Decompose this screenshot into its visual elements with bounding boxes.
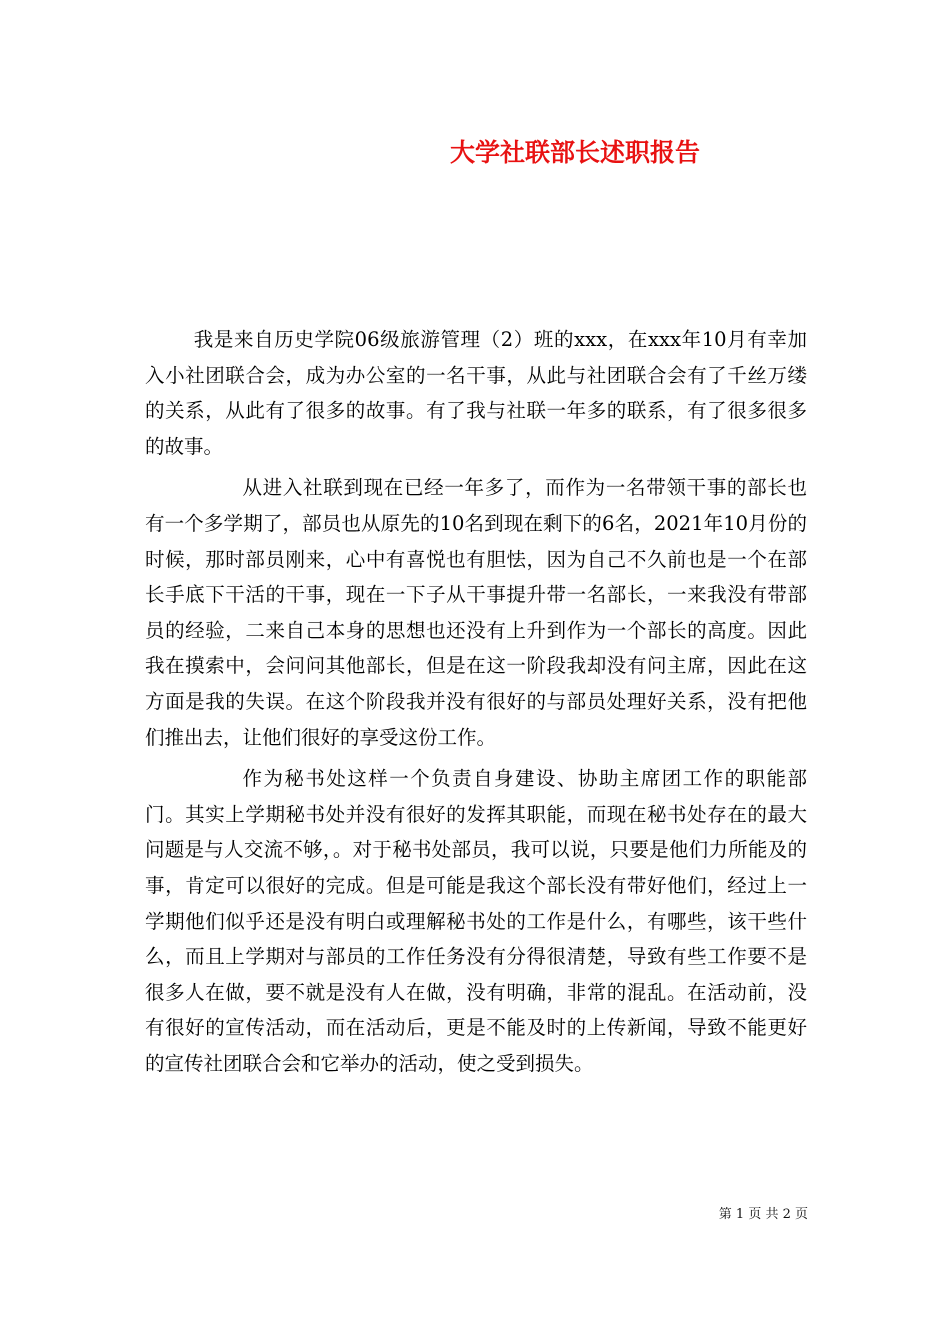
paragraph-3: 作为秘书处这样一个负责自身建设、协助主席团工作的职能部门。其实上学期秘书处并没有很好的发挥其职能，而现在秘书处存在的最大问题是与人交流不够，。对于秘书处部员，我可以说，只要是他们力所能及的事，肯定可以很好的完成。但是可能是我这个部长没有带好他们，经过上一学期他们似乎还是没有明白或理解秘书处的工作是什么，有哪些，该干些什么，而且上学期对与部员的工作任务没有分得很清楚，导致有些工作要不是很多人在做，要不就是没有人在做，没有明确，非常的混乱。在活动前，没有很好的宣传活动，而在活动后，更是不能及时的上传新闻，导致不能更好的宣传社团联合会和它举办的活动，使之受到损失。 [145,767,807,1075]
document-body [145,322,807,1087]
document-title: 大学社联部长述职报告 [449,138,700,167]
paragraph-2: 从进入社联到现在已经一年多了，而作为一名带领干事的部长也有一个多学期了，部员也从原先的10名到现在剩下的6名，2021年10月份的时候，那时部员刚来，心中有喜悦也有胆怯，因为自己不久前也是一个在部长手底下干活的干事，现在一下子从干事提升带一名部长，一来我没有带部员的经验，二来自己本身的思想也还没有上升到作为一个部长的高度。因此我在摸索中，会问问其他部长，但是在这一阶段我却没有问主席，因此在这方面是我的失误。在这个阶段我并没有很好的与部员处理好关系，没有把他们推出去，让他们很好的享受这份工作。 [145,476,807,749]
page-number: 第 1 页 共 2 页 [718,1207,808,1222]
paragraph-1: 我是来自历史学院06级旅游管理（2）班的xxx，在xxx年10月有幸加入小社团联合会，成为办公室的一名干事，从此与社团联合会有了千丝万缕的关系，从此有了很多的故事。有了我与社联一年多的联系，有了很多很多的故事。 [145,328,807,458]
